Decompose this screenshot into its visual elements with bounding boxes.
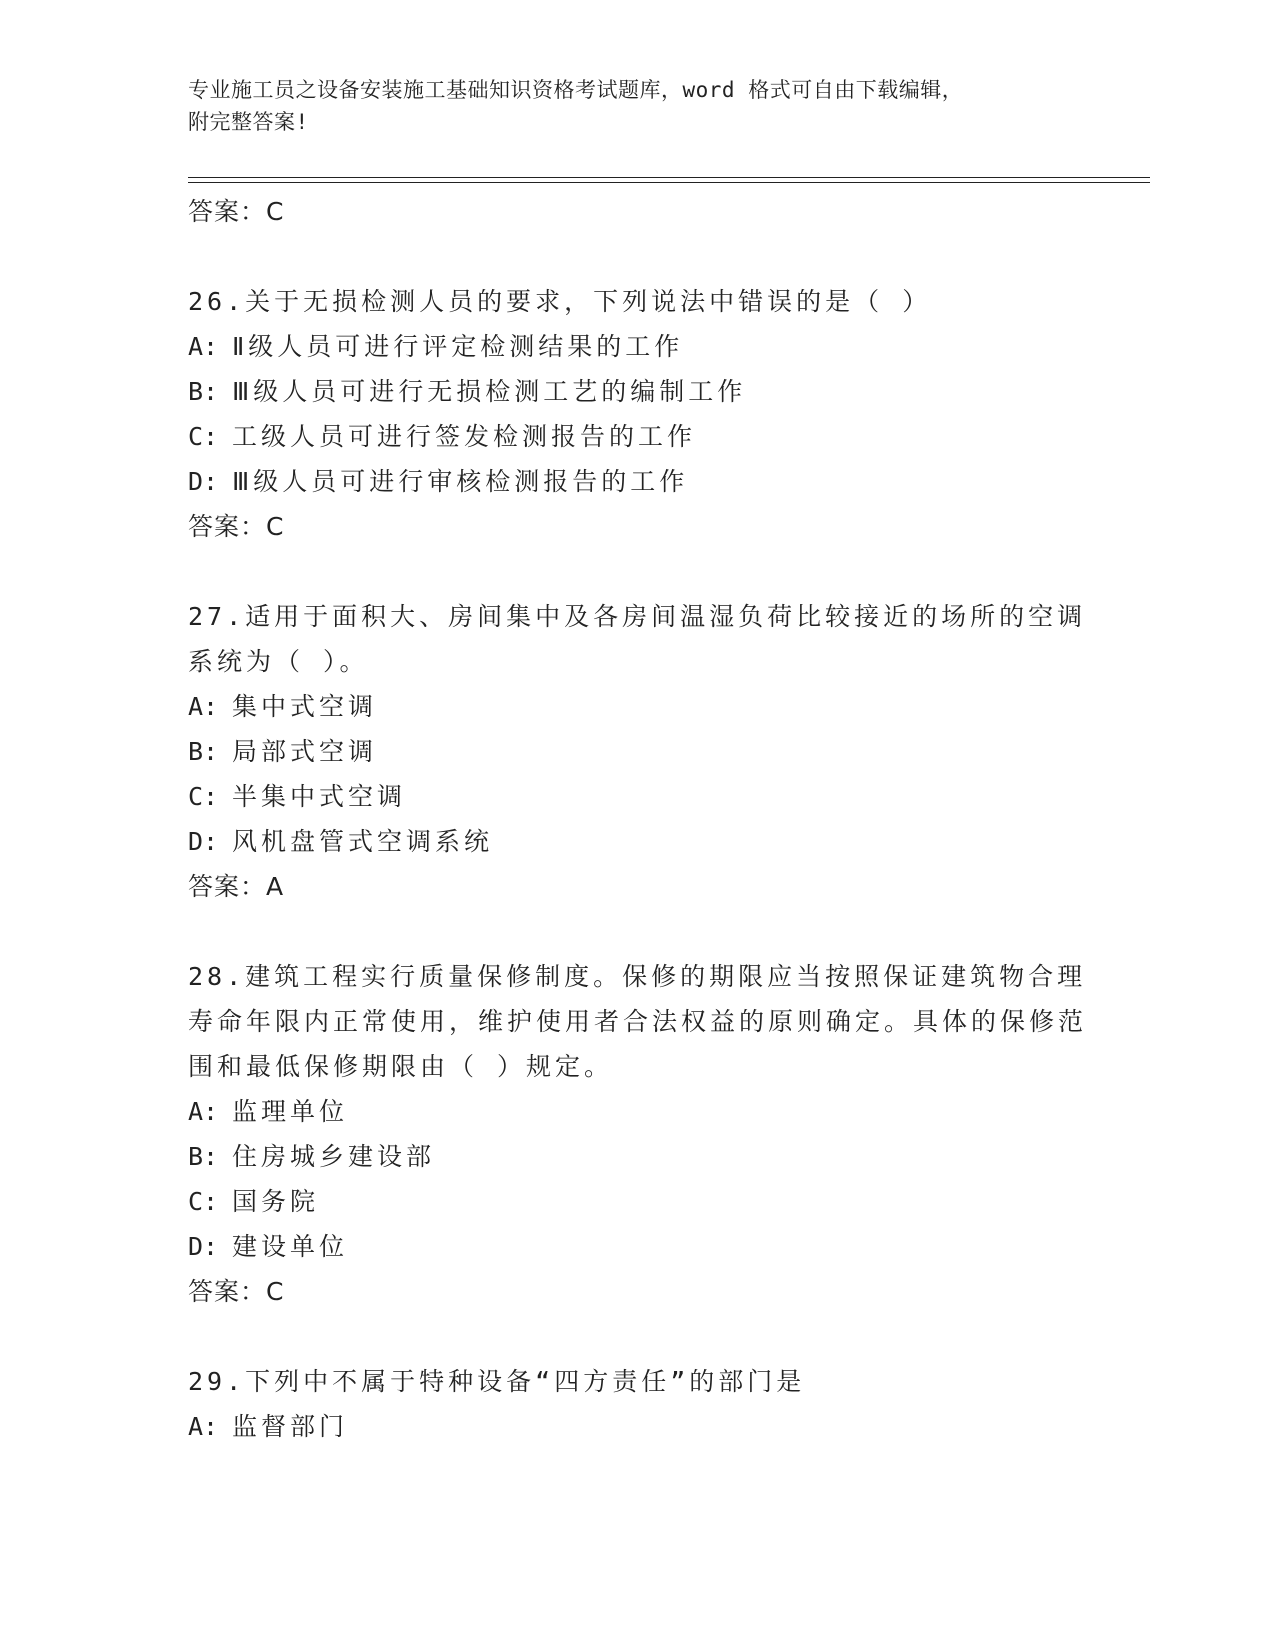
question-text: 27.适用于面积大、房间集中及各房间温湿负荷比较接近的场所的空调系统为（ ）。 — [188, 602, 1087, 676]
spacer — [188, 549, 1088, 594]
question-text: 26.关于无损检测人员的要求，下列说法中错误的是（ ） — [188, 287, 932, 316]
option-c — [188, 774, 1088, 819]
option-text: 监理单位 — [232, 1097, 349, 1126]
question-answer: 答案：C — [188, 1277, 285, 1306]
option-text: 监督部门 — [232, 1412, 349, 1441]
option-key: A: — [188, 332, 219, 361]
option-d — [188, 819, 1088, 864]
option-text: 半集中式空调 — [232, 782, 407, 811]
option-text: Ⅱ级人员可进行评定检测结果的工作 — [232, 332, 684, 361]
document-header — [188, 74, 1088, 138]
option-text: 局部式空调 — [232, 737, 378, 766]
option-key: A: — [188, 692, 219, 721]
option-b — [188, 369, 1088, 414]
option-text: 风机盘管式空调系统 — [232, 827, 494, 856]
option-c — [188, 414, 1088, 459]
option-text: 建设单位 — [232, 1232, 349, 1261]
option-a — [188, 1089, 1088, 1134]
spacer — [188, 234, 1088, 279]
option-key: D: — [188, 827, 219, 856]
question-block — [188, 954, 1088, 1314]
option-text: 国务院 — [232, 1187, 320, 1216]
question-block — [188, 594, 1088, 909]
option-key: D: — [188, 1232, 219, 1261]
option-text: 住房城乡建设部 — [232, 1142, 436, 1171]
previous-answer: 答案：C — [188, 197, 285, 226]
question-text: 29.下列中不属于特种设备“四方责任”的部门是 — [188, 1367, 806, 1396]
question-block — [188, 279, 1088, 549]
option-d — [188, 1224, 1088, 1269]
option-c — [188, 1179, 1088, 1224]
option-key: C: — [188, 782, 219, 811]
option-key: B: — [188, 737, 219, 766]
option-key: B: — [188, 377, 219, 406]
question-answer: 答案：A — [188, 872, 285, 901]
option-key: B: — [188, 1142, 219, 1171]
header-line-2: 附完整答案! — [188, 110, 309, 134]
question-text: 28.建筑工程实行质量保修制度。保修的期限应当按照保证建筑物合理寿命年限内正常使用，维护使用者合法权益的原则确定。具体的保修范围和最低保修期限由（ ）规定。 — [188, 962, 1088, 1081]
option-a — [188, 324, 1088, 369]
option-b — [188, 1134, 1088, 1179]
option-text: Ⅲ级人员可进行无损检测工艺的编制工作 — [232, 377, 747, 406]
option-key: A: — [188, 1097, 219, 1126]
header-line-1: 专业施工员之设备安装施工基础知识资格考试题库，word 格式可自由下载编辑， — [188, 78, 964, 102]
question-answer: 答案：C — [188, 512, 285, 541]
option-b — [188, 729, 1088, 774]
spacer — [188, 1314, 1088, 1359]
spacer — [188, 909, 1088, 954]
option-key: A: — [188, 1412, 219, 1441]
option-key: D: — [188, 467, 219, 496]
header-divider-top — [188, 177, 1150, 178]
document-body — [188, 189, 1088, 1449]
option-text: 集中式空调 — [232, 692, 378, 721]
option-text: Ⅲ级人员可进行审核检测报告的工作 — [232, 467, 689, 496]
option-text: 工级人员可进行签发检测报告的工作 — [232, 422, 697, 451]
option-a — [188, 684, 1088, 729]
option-key: C: — [188, 422, 219, 451]
question-block — [188, 1359, 1088, 1449]
option-key: C: — [188, 1187, 219, 1216]
header-divider-bottom — [188, 182, 1150, 183]
option-d — [188, 459, 1088, 504]
option-a — [188, 1404, 1088, 1449]
